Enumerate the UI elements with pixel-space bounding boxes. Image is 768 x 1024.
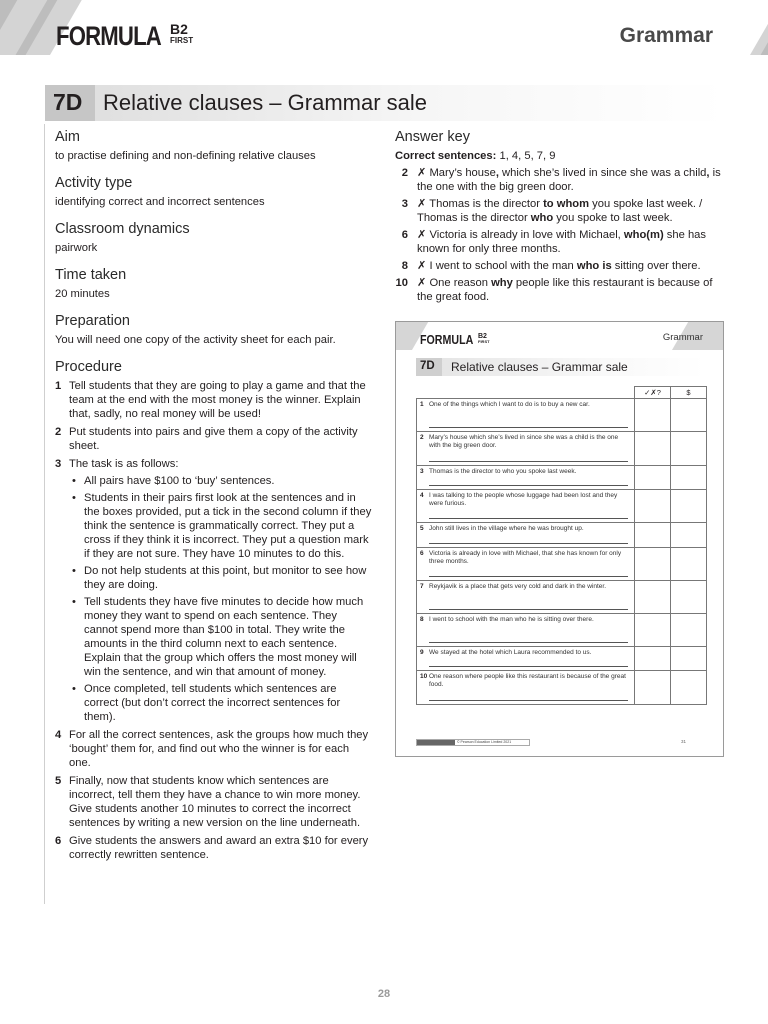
worksheet-footer [416,739,706,747]
activity-type-heading: Activity type [55,175,133,191]
table-row: 9 We stayed at the hotel which Laura recommended to us. [417,647,707,671]
section-title: Grammar [619,24,713,47]
worksheet-page-number: 31 [680,739,686,744]
cross-icon: ✗ [417,198,427,210]
procedure-step: 6 Give students the answers and award an extra $10 for every correctly rewritten sentence. [55,835,369,861]
bullet-item: • Students in their pairs first look at the sentences and in the boxes provided, put a tick in the second column if they think the sentence is grammatically correct. They put a cross if they think it is incorrect. They put a question mark if they are not sure. They have 10 minutes to do this. [72,492,372,560]
task-bullets [69,474,373,724]
answer-item: 6 ✗ Victoria is already in love with Michael, who(m) she has known for only three months. [401,229,706,255]
worksheet-table [416,386,707,705]
table-row: 4 I was talking to the people whose luggage had been lost and they were furious. [417,490,707,523]
answer-item: 8 ✗ I went to school with the man who is sitting over there. [401,260,701,272]
preparation-text: You will need one copy of the activity sheet for each pair. [55,334,336,346]
table-row: 7 Reykjavik is a place that gets very cold and dark in the winter. [417,581,707,614]
unit-code: 7D [53,89,83,115]
table-row: 6 Victoria is already in love with Michael, that she has known for only three months. [417,548,707,581]
procedure-list [55,379,373,862]
procedure-step: 4 For all the correct sentences, ask the groups how much they ‘bought’ them for, and find out who the winner is for each one. [55,729,369,769]
time-taken-text: 20 minutes [55,288,110,300]
table-row: 3 Thomas is the director to who you spoke last week. [417,466,707,490]
teacher-notes [55,128,373,866]
table-row: 5 John still lives in the village where he was brought up. [417,523,707,548]
table-row: 8 I went to school with the man who he is sitting over there. [417,614,707,647]
worksheet-thumbnail [395,321,724,757]
answer-key [395,128,725,307]
procedure-step: 5 Finally, now that students know which sentences are incorrect, tell them they have a chance to win more money. Give students another 10 minutes to correct the incorrect sentences by writing a new version on the line underneath. [55,775,361,829]
logo-sub: FIRST [169,36,194,45]
worksheet-section: Grammar [662,332,703,343]
answer-item: 10 ✗ One reason why people like this restaurant is because of the great food. [395,277,713,303]
table-row: 10 One reason where people like this restaurant is because of the great food. [417,671,707,705]
formula-logo [56,22,193,50]
classroom-dynamics-text: pairwork [55,242,98,254]
aim-heading: Aim [55,129,80,145]
unit-code-box [45,85,95,121]
procedure-step: 3 The task is as follows: • All pairs have $100 to ‘buy’ sentences. • Students in their pairs first look at the sentences and in the boxes provided, put a tick in the second column if they think the sentence is grammatically correct. They put a cross if they think it is incorrect. They put a question mark if they are not sure. They have 10 minutes to do this. • Do not help students at this point, but monitor to see how they are doing. • Tell students they have five minutes to decide how much money they want to spend on each sentence. They cannot spend more than $100 in total. They write the amounts in the third column next to each sentence. Explain that the group which offers the most money will win the sentence, and win that amount of money. • Once completed, tell students which sentences are correct (but don’t correct the incorrect sentences for them). [55,458,372,723]
column-divider [44,124,45,904]
worksheet-copyright: © Pearson Education Limited 2021 [457,740,512,744]
header-band [0,0,768,55]
bullet-item: • Do not help students at this point, but monitor to see how they are doing. [72,565,367,591]
logo-level: B2 [169,21,188,37]
logo-word: FORMULA [56,21,161,51]
page-title: Relative clauses – Grammar sale [103,90,428,115]
answer-key-heading: Answer key [395,129,470,145]
answer-item: 2 ✗ Mary’s house, which she’s lived in since she was a child, is the one with the big green door. [401,167,721,193]
correct-sentences: Correct sentences: 1, 4, 5, 7, 9 [395,150,556,162]
cross-icon: ✗ [417,260,427,272]
page-number: 28 [377,988,391,1000]
mark-column-header: ✓✗? [635,387,671,399]
worksheet-logo: FORMULA B2 FIRST [420,332,490,347]
cross-icon: ✗ [417,229,427,241]
worksheet-unit-code: 7D [420,360,435,372]
title-bar [45,85,725,121]
aim-text: to practise defining and non-defining relative clauses [55,150,316,162]
table-row: 2 Mary’s house which she’s lived in since she was a child is the one with the big green door. [417,432,707,466]
bullet-item: • Tell students they have five minutes to decide how much money they want to spend on each sentence. They cannot spend more than $100 in total. They write the amounts in the third column next to each sentence. Explain that the group which offers the most money will win the sentence, and win that amount of money. [72,596,364,678]
procedure-step: 2 Put students into pairs and give them a copy of the activity sheet. [55,426,358,452]
worksheet-header [396,322,723,350]
activity-type-text: identifying correct and incorrect sentences [55,196,265,208]
cross-icon: ✗ [417,277,427,289]
classroom-dynamics-heading: Classroom dynamics [55,221,190,237]
worksheet-title: Relative clauses – Grammar sale [451,360,628,374]
money-column-header: $ [671,387,707,399]
time-taken-heading: Time taken [55,267,127,283]
table-row: 1 One of the things which I want to do is to buy a new car. [417,399,707,432]
procedure-heading: Procedure [55,359,122,375]
bullet-item: • All pairs have $100 to ‘buy’ sentences. [72,475,275,487]
bullet-item: • Once completed, tell students which sentences are correct (but don’t correct the incorrect sentences for them). [72,683,341,723]
answer-item: 3 ✗ Thomas is the director to whom you spoke last week. / Thomas is the director who you spoke to last week. [401,198,703,224]
cross-icon: ✗ [417,167,427,179]
procedure-step: 1 Tell students that they are going to play a game and that the team at the end with the most money is the winner. Explain that, sadly, no real money will be used! [55,380,366,420]
preparation-heading: Preparation [55,313,130,329]
